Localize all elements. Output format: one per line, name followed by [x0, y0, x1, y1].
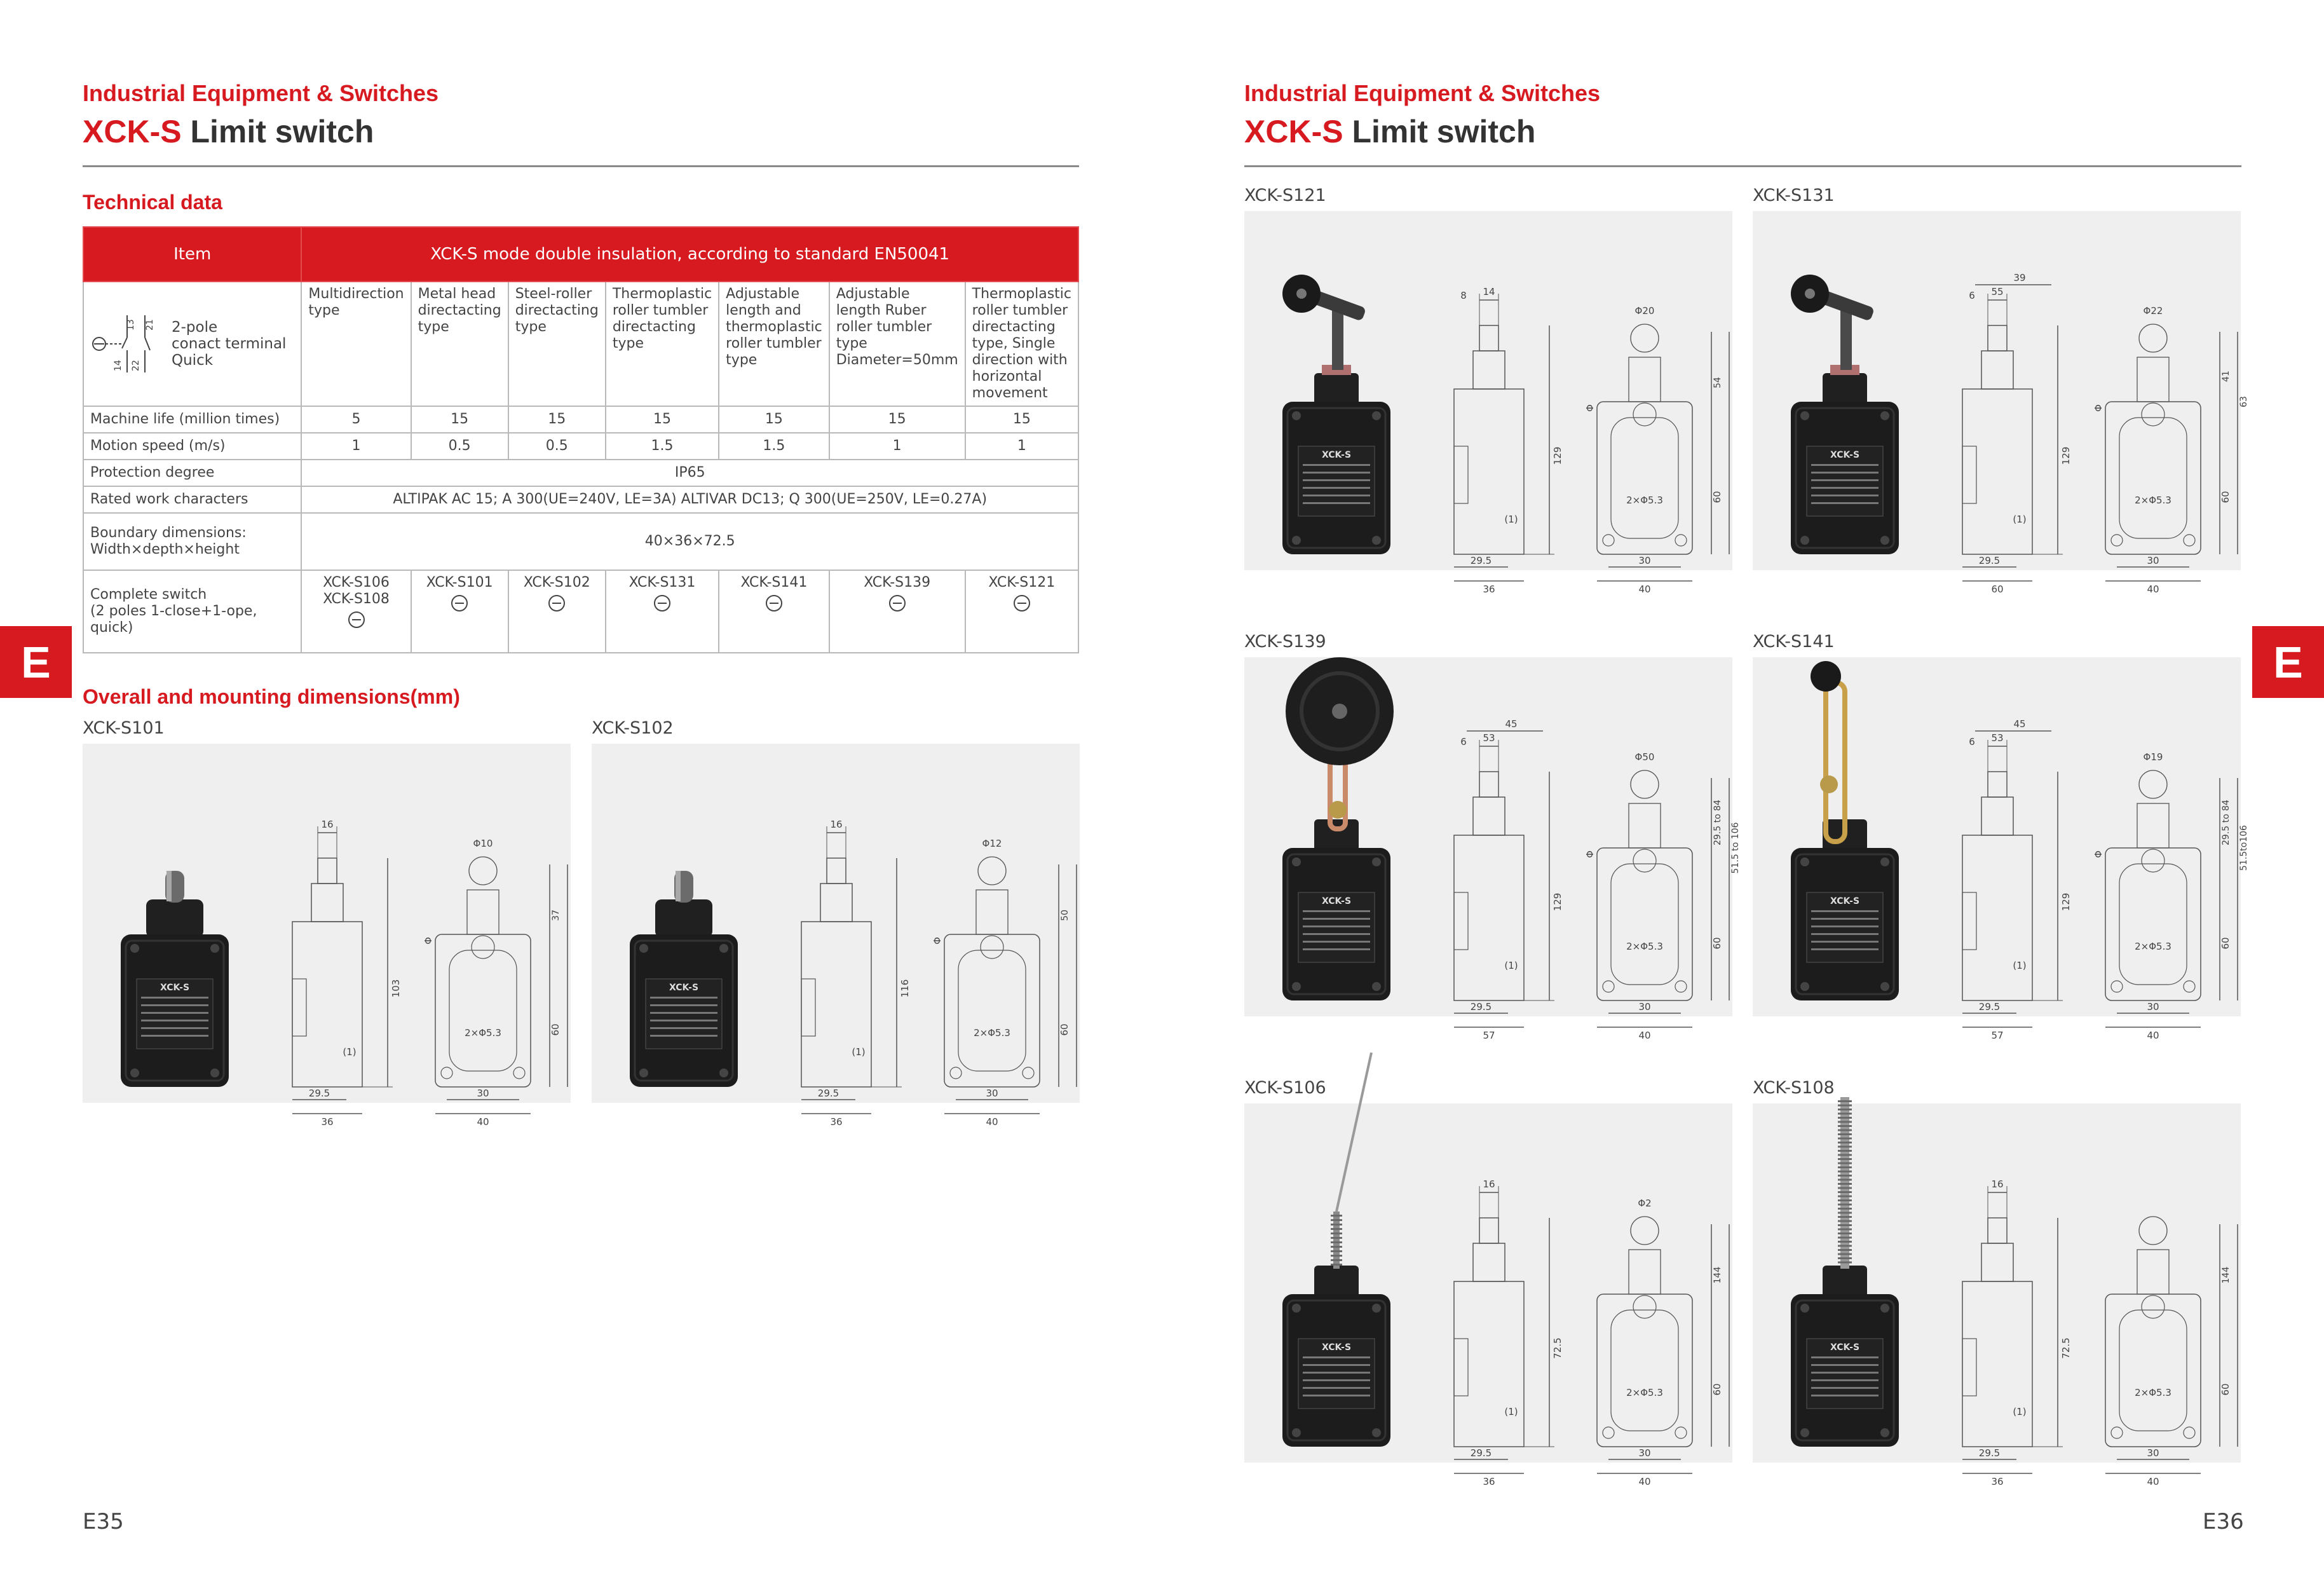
dimension-label: 60: [2220, 1383, 2231, 1396]
motion-speed-value: 1: [301, 433, 411, 460]
complete-model: XCK-S102: [523, 575, 590, 591]
complete-model: XCK-S141: [740, 575, 808, 591]
contact-label: 2-pole conact terminal Quick: [172, 319, 287, 369]
dimension-label: 116: [899, 979, 911, 998]
dimension-label: 45: [2013, 718, 2026, 730]
dimension-label: Φ19: [2143, 751, 2163, 763]
dimension-label: Φ50: [1634, 751, 1655, 763]
dimension-label: 29.5: [1470, 555, 1492, 566]
dimension-label: 53: [1991, 732, 2004, 744]
complete-model-cell: [719, 570, 829, 653]
left-title-code: XCK-S: [83, 114, 182, 149]
switch-product-image: [1282, 275, 1390, 554]
dimension-label: 40: [1638, 1476, 1651, 1487]
switch-symbol-icon: [451, 595, 468, 611]
dimension-label: Φ: [2093, 850, 2104, 858]
dimension-label: 60: [1711, 1383, 1723, 1396]
dimension-label: 2×Φ5.3: [2135, 941, 2171, 952]
panel-background: [1753, 657, 2249, 1041]
protection-value: IP65: [301, 460, 1078, 486]
panel-xck-s101: [83, 718, 571, 1128]
panel-xck-s131: [1753, 186, 2249, 595]
dimension-label: (1): [2013, 514, 2027, 525]
product-plate-text: XCK-S: [1321, 450, 1352, 460]
dimension-label: Φ: [1584, 850, 1596, 858]
panel-background: [1753, 211, 2249, 595]
right-title-rest: Limit switch: [1343, 114, 1536, 149]
side-view-drawing: [801, 819, 911, 1128]
machine-life-value: 15: [606, 406, 719, 433]
front-view-drawing: [1584, 751, 1741, 1041]
type-cell: Metal head directacting type: [411, 282, 508, 406]
table-header-desc: XCK-S mode double insulation, according to standard EN50041: [301, 227, 1078, 282]
dimension-label: 60: [1059, 1023, 1070, 1036]
switch-symbol-icon: [548, 595, 565, 611]
dimension-label: 29.5: [1978, 555, 2001, 566]
dimension-label: 2×Φ5.3: [1626, 941, 1663, 952]
complete-model-cell: [606, 570, 719, 653]
dimension-label: 30: [1638, 1001, 1651, 1013]
svg-text:21: 21: [145, 319, 155, 331]
panel-background: [1244, 1103, 1732, 1487]
dimension-label: 30: [2147, 1001, 2159, 1013]
right-category: Industrial Equipment & Switches: [1244, 80, 1601, 106]
dimension-label: Φ: [2093, 404, 2104, 412]
front-view-drawing: [1597, 1198, 1729, 1487]
front-view-drawing: [932, 838, 1077, 1128]
dimension-label: 51.5 to 106: [1730, 822, 1741, 874]
dimension-label: 29.5: [1470, 1447, 1492, 1459]
dimension-label: (1): [2013, 960, 2027, 971]
switch-product-image: [630, 871, 738, 1087]
svg-text:22: 22: [131, 360, 141, 371]
dimension-label: (1): [1504, 514, 1518, 525]
dimension-label: 36: [1483, 584, 1495, 595]
left-divider: [83, 165, 1079, 167]
dimension-label: 16: [1991, 1178, 2004, 1190]
dimension-label: 60: [2220, 937, 2231, 950]
contact-symbol-icon: [90, 309, 160, 379]
panel-drawing: [1244, 683, 1741, 1042]
dimension-label: 60: [1711, 491, 1723, 503]
dimension-label: 6: [1969, 736, 1975, 748]
protection-label: Protection degree: [83, 460, 301, 486]
product-plate-text: XCK-S: [1321, 896, 1352, 906]
dimension-label: 41: [2221, 371, 2231, 382]
complete-model: XCK-S106 XCK-S108: [323, 575, 390, 607]
switch-product-image: [1282, 1053, 1390, 1447]
dimension-label: 129: [1552, 446, 1563, 465]
switch-symbol-icon: [889, 595, 906, 611]
panel-background: [83, 744, 571, 1128]
product-plate-text: XCK-S: [1830, 1342, 1860, 1353]
section-technical-data: Technical data: [83, 191, 222, 214]
panel-label: XCK-S101: [83, 718, 165, 738]
dimension-label: 6: [1460, 736, 1467, 748]
machine-life-value: 15: [508, 406, 606, 433]
dimension-label: 50: [1060, 910, 1070, 921]
dimension-label: 29.5: [308, 1088, 330, 1099]
type-cell: Adjustable length and thermoplastic roller tumbler type: [719, 282, 829, 406]
complete-model-cell: [508, 570, 606, 653]
dimension-label: (1): [343, 1046, 357, 1058]
dimension-label: Φ: [423, 937, 434, 945]
side-view-drawing: [1962, 718, 2072, 1041]
dimension-label: (1): [2013, 1406, 2027, 1417]
dimension-label: 60: [1991, 584, 2004, 595]
panel-drawing: [1244, 236, 1732, 596]
front-view-drawing: [423, 838, 567, 1128]
complete-model: XCK-S131: [629, 575, 696, 591]
dimension-label: 16: [1483, 1178, 1495, 1190]
dimension-label: 129: [2060, 892, 2072, 911]
svg-text:14: 14: [113, 360, 123, 371]
type-cell: Steel-roller directacting type: [508, 282, 606, 406]
panel-drawing: [1753, 1129, 2241, 1488]
dimension-label: 29.5: [1978, 1447, 2001, 1459]
dimension-label: 36: [1991, 1476, 2004, 1487]
panel-drawing: [1244, 1129, 1732, 1488]
dimension-label: 129: [2060, 446, 2072, 465]
switch-symbol-icon: [654, 595, 670, 611]
panel-label: XCK-S139: [1244, 632, 1326, 652]
front-view-drawing: [1584, 305, 1729, 595]
boundary-label: Boundary dimensions: Width×depth×height: [83, 513, 301, 570]
dimension-label: Φ12: [982, 838, 1002, 849]
panel-xck-s121: [1244, 186, 1732, 595]
switch-product-image: [1791, 661, 1899, 1000]
dimension-label: Φ2: [1638, 1198, 1652, 1209]
switch-product-image: [121, 871, 229, 1087]
front-view-drawing: [2093, 751, 2249, 1041]
dimension-label: 2×Φ5.3: [1626, 495, 1663, 506]
machine-life-value: 15: [829, 406, 965, 433]
dimension-label: 53: [1483, 732, 1495, 744]
complete-model: XCK-S121: [988, 575, 1056, 591]
dimension-label: 36: [1483, 1476, 1495, 1487]
machine-life-value: 5: [301, 406, 411, 433]
panel-label: XCK-S131: [1753, 186, 1835, 205]
dimension-label: 36: [321, 1116, 334, 1128]
dimension-label: Φ: [1584, 404, 1596, 412]
dimension-label: 2×Φ5.3: [1626, 1387, 1663, 1398]
complete-model-cell: [411, 570, 508, 653]
dimension-label: (1): [1504, 1406, 1518, 1417]
dimension-label: 39: [2013, 272, 2026, 283]
left-page-title: [83, 113, 374, 150]
dimension-label: 2×Φ5.3: [974, 1027, 1010, 1039]
rated-value: ALTIPAK AC 15; A 300(UE=240V, LE=3A) ALTIVAR DC13; Q 300(UE=250V, LE=0.27A): [301, 486, 1078, 513]
switch-symbol-icon: [1014, 595, 1030, 611]
side-view-drawing: [1962, 1178, 2072, 1487]
motion-speed-value: 0.5: [411, 433, 508, 460]
dimension-label: 60: [2220, 491, 2231, 503]
panel-label: XCK-S106: [1244, 1078, 1326, 1098]
technical-data-table: [83, 226, 1079, 653]
dimension-label: 16: [321, 819, 334, 830]
right-divider: [1244, 165, 2241, 167]
complete-model: XCK-S101: [426, 575, 493, 591]
dimension-label: 40: [2147, 584, 2159, 595]
dimension-label: 40: [986, 1116, 998, 1128]
dimension-label: 72.5: [1552, 1337, 1563, 1359]
dimension-label: 40: [2147, 1030, 2159, 1041]
dimension-label: 30: [2147, 1447, 2159, 1459]
panel-xck-s102: [592, 718, 1080, 1128]
contact-cell: [83, 282, 301, 406]
type-cell: Thermoplastic roller tumbler directacting type: [606, 282, 719, 406]
product-plate-text: XCK-S: [1830, 896, 1860, 906]
dimension-label: 29.5: [1470, 1001, 1492, 1013]
complete-switch-label: Complete switch (2 poles 1-close+1-ope, quick): [83, 570, 301, 653]
panel-label: XCK-S102: [592, 718, 674, 738]
dimension-label: (1): [852, 1046, 866, 1058]
dimension-label: 103: [390, 979, 402, 998]
dimension-label: 72.5: [2060, 1337, 2072, 1359]
switch-product-image: [1791, 1097, 1899, 1447]
dimension-label: (1): [1504, 960, 1518, 971]
dimension-label: Φ20: [1634, 305, 1655, 317]
dimension-label: 37: [551, 910, 561, 921]
dimension-label: 30: [1638, 555, 1651, 566]
motion-speed-value: 1.5: [719, 433, 829, 460]
right-section-tab: E: [2252, 626, 2324, 698]
side-view-drawing: [292, 819, 402, 1128]
side-view-drawing: [1962, 272, 2072, 595]
dimension-label: 45: [1505, 718, 1518, 730]
panel-drawing: [592, 769, 1080, 1128]
dimension-label: 8: [1460, 290, 1467, 301]
dimension-label: 55: [1991, 286, 2004, 297]
panel-xck-s106: [1244, 1078, 1732, 1487]
dimension-label: 30: [2147, 555, 2159, 566]
rated-label: Rated work characters: [83, 486, 301, 513]
type-cell: Adjustable length Ruber roller tumbler type Diameter=50mm: [829, 282, 965, 406]
dimension-label: 144: [1713, 1266, 1723, 1284]
section-dimensions: Overall and mounting dimensions(mm): [83, 685, 460, 708]
dimension-label: 36: [830, 1116, 843, 1128]
dimension-label: 30: [986, 1088, 998, 1099]
left-section-tab: E: [0, 626, 72, 698]
panel-xck-s108: [1753, 1078, 2241, 1487]
panel-drawing: [83, 769, 571, 1128]
dimension-label: 2×Φ5.3: [2135, 1387, 2171, 1398]
panel-xck-s139: [1244, 632, 1741, 1041]
dimension-label: 30: [477, 1088, 489, 1099]
complete-model-cell: [965, 570, 1078, 653]
panel-label: XCK-S141: [1753, 632, 1835, 652]
dimension-label: 57: [1483, 1030, 1495, 1041]
type-cell: Thermoplastic roller tumbler directacting type, Single direction with horizontal movement: [965, 282, 1078, 406]
left-category: Industrial Equipment & Switches: [83, 80, 439, 106]
product-plate-text: XCK-S: [1321, 1342, 1352, 1353]
panel-xck-s141: [1753, 632, 2249, 1041]
motion-speed-label: Motion speed (m/s): [83, 433, 301, 460]
motion-speed-value: 0.5: [508, 433, 606, 460]
dimension-label: Φ10: [473, 838, 493, 849]
switch-product-image: [1282, 657, 1394, 1000]
dimension-label: 129: [1552, 892, 1563, 911]
motion-speed-value: 1.5: [606, 433, 719, 460]
dimension-label: 29.5 to 84: [1713, 800, 1723, 845]
complete-model: XCK-S139: [864, 575, 931, 591]
dimension-label: 60: [1711, 937, 1723, 950]
dimension-label: 40: [1638, 1030, 1651, 1041]
machine-life-value: 15: [965, 406, 1078, 433]
right-page-title: [1244, 113, 1535, 150]
side-view-drawing: [1454, 1178, 1563, 1487]
product-plate-text: XCK-S: [1830, 450, 1860, 460]
svg-text:13: 13: [126, 319, 136, 331]
panel-background: [1244, 657, 1741, 1041]
product-plate-text: XCK-S: [669, 983, 699, 993]
panel-label: XCK-S121: [1244, 186, 1326, 205]
complete-model-cell: [301, 570, 411, 653]
machine-life-value: 15: [719, 406, 829, 433]
left-page-number: E35: [83, 1509, 124, 1534]
motion-speed-value: 1: [965, 433, 1078, 460]
dimension-label: 29.5 to 84: [2221, 800, 2231, 845]
switch-symbol-icon: [348, 611, 365, 628]
panel-background: [592, 744, 1080, 1128]
dimension-label: 144: [2221, 1266, 2231, 1284]
panel-background: [1753, 1103, 2241, 1487]
dimension-label: 57: [1991, 1030, 2004, 1041]
dimension-label: 40: [477, 1116, 489, 1128]
boundary-value: 40×36×72.5: [301, 513, 1078, 570]
dimension-label: 29.5: [1978, 1001, 2001, 1013]
dimension-label: Φ22: [2143, 305, 2163, 317]
table-header-item: Item: [83, 227, 301, 282]
dimension-label: 60: [550, 1023, 561, 1036]
dimension-label: 16: [830, 819, 843, 830]
switch-product-image: [1791, 275, 1899, 554]
panel-background: [1244, 211, 1732, 595]
dimension-label: Φ: [932, 937, 943, 945]
panel-drawing: [1753, 236, 2249, 596]
dimension-label: 29.5: [817, 1088, 839, 1099]
product-plate-text: XCK-S: [160, 983, 190, 993]
dimension-label: 6: [1969, 290, 1975, 301]
dimension-label: 2×Φ5.3: [2135, 495, 2171, 506]
dimension-label: 63: [2239, 396, 2249, 407]
panel-label: XCK-S108: [1753, 1078, 1835, 1098]
left-title-rest: Limit switch: [181, 114, 374, 149]
motion-speed-value: 1: [829, 433, 965, 460]
dimension-label: 40: [1638, 584, 1651, 595]
machine-life-value: 15: [411, 406, 508, 433]
side-view-drawing: [1454, 286, 1563, 595]
dimension-label: 2×Φ5.3: [465, 1027, 501, 1039]
side-view-drawing: [1454, 718, 1563, 1041]
dimension-label: 51.5to106: [2239, 825, 2249, 871]
dimension-label: 14: [1483, 286, 1495, 297]
dimension-label: 54: [1713, 377, 1723, 388]
right-title-code: XCK-S: [1244, 114, 1343, 149]
dimension-label: 40: [2147, 1476, 2159, 1487]
panel-drawing: [1753, 683, 2249, 1042]
switch-symbol-icon: [766, 595, 782, 611]
front-view-drawing: [2105, 1217, 2238, 1487]
machine-life-label: Machine life (million times): [83, 406, 301, 433]
right-page-number: E36: [2203, 1509, 2244, 1534]
front-view-drawing: [2093, 305, 2249, 595]
complete-model-cell: [829, 570, 965, 653]
type-cell: Multidirection type: [301, 282, 411, 406]
dimension-label: 30: [1638, 1447, 1651, 1459]
